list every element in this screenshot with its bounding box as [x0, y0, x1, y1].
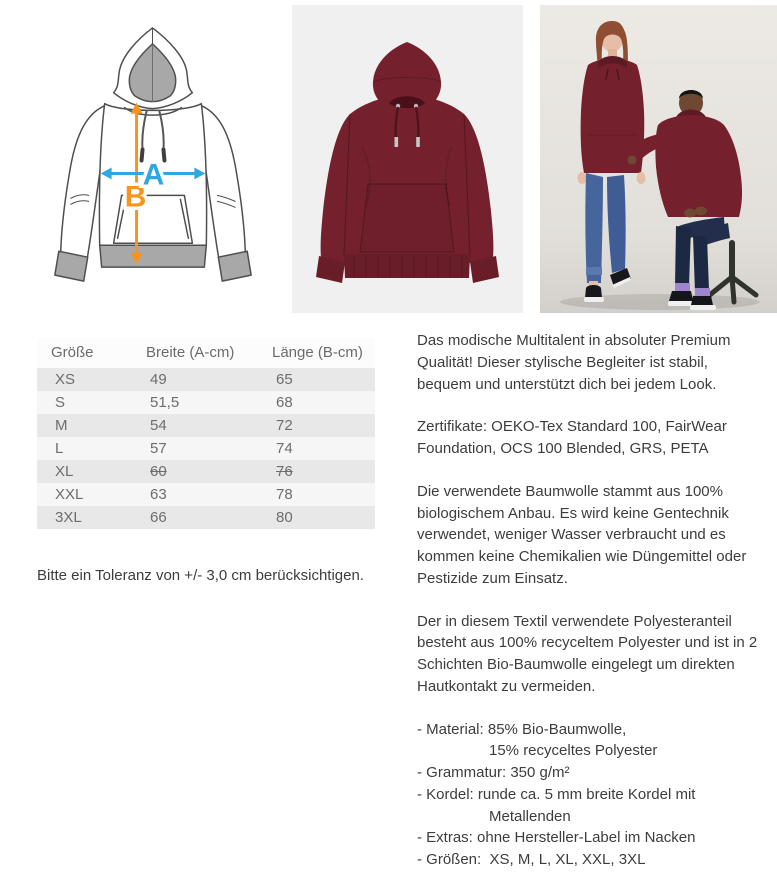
description-paragraph: Die verwendete Baumwolle stammt aus 100% biologischem Anbau. Es wird keine Gentechnik verwendet, weniger Wasser verbraucht und es kommen keine Chemikalien wie Düngemittel oder Pestizide zum Einsatz. — [417, 482, 747, 587]
description-paragraph: Zertifikate: OEKO-Tex Standard 100, FairWear Foundation, OCS 100 Blended, GRS, PETA — [417, 418, 727, 457]
cell-size: 3XL — [55, 509, 82, 526]
cell-laenge: 65 — [276, 371, 293, 388]
models-illustration — [540, 5, 777, 313]
measure-a-label: A — [142, 158, 165, 192]
burgundy-hoodie-illustration — [292, 5, 523, 313]
cell-breite: 54 — [150, 417, 167, 434]
spec-line: - Kordel: runde ca. 5 mm breite Kordel mit — [417, 785, 696, 803]
cell-size: XXL — [55, 486, 84, 503]
size-table-body — [37, 368, 375, 529]
product-description — [417, 330, 765, 871]
burgundy-hoodie-product-photo — [292, 5, 523, 313]
models-wearing-hoodies-photo — [540, 5, 777, 313]
cell-breite: 66 — [150, 509, 167, 526]
table-row — [37, 460, 375, 483]
cell-size: XS — [55, 371, 76, 388]
cuff-right — [218, 251, 251, 281]
hem-band — [100, 245, 207, 267]
table-row — [37, 368, 375, 391]
cell-breite: 49 — [150, 371, 167, 388]
description-paragraph: Der in diesem Textil verwendete Polyesteranteil besteht aus 100% recyceltem Polyester und ist in 2 Schichten Bio-Baumwolle eingelegt um direkten Hautkontakt zu vermeiden. — [417, 612, 758, 695]
description-paragraph: Das modische Multitalent in absoluter Premium Qualität! Dieser stylische Begleiter ist stabil, bequem und unterstützt dich bei jedem Look. — [417, 332, 731, 393]
spec-line: Metallenden — [489, 807, 571, 825]
measure-b-label: B — [124, 180, 147, 214]
cell-laenge: 78 — [276, 486, 293, 503]
size-measurement-diagram-image — [20, 6, 286, 310]
spec-list — [417, 719, 765, 871]
cell-size: M — [55, 417, 68, 434]
cuff-left — [55, 251, 88, 281]
cell-size: XL — [55, 463, 74, 480]
spec-line: - Extras: ohne Hersteller-Label im Nacken — [417, 829, 696, 847]
description-paragraphs — [417, 330, 765, 698]
cell-size: L — [55, 440, 64, 457]
table-row — [37, 391, 375, 414]
table-row — [37, 414, 375, 437]
table-header-row — [37, 338, 375, 368]
sleeve-left — [61, 106, 105, 261]
tolerance-note: Bitte ein Toleranz von +/- 3,0 cm berücksichtigen. — [37, 567, 364, 584]
table-row — [37, 437, 375, 460]
spec-line: - Grammatur: 350 g/m² — [417, 764, 570, 781]
size-table — [37, 338, 375, 529]
column-header-width: Breite (A-cm) — [132, 338, 258, 368]
column-header-size: Größe — [37, 338, 132, 368]
cell-laenge: 76 — [276, 463, 293, 480]
spec-line: - Größen: XS, M, L, XL, XXL, 3XL — [417, 851, 646, 868]
spec-line: - Material: 85% Bio-Baumwolle, — [417, 720, 627, 738]
cell-laenge: 80 — [276, 509, 293, 526]
spec-line: 15% recyceltes Polyester — [489, 742, 658, 760]
cell-breite: 60 — [150, 463, 167, 480]
cell-breite: 63 — [150, 486, 167, 503]
table-row — [37, 483, 375, 506]
cell-breite: 57 — [150, 440, 167, 457]
hoodie-line-drawing — [20, 6, 286, 310]
cell-laenge: 74 — [276, 440, 293, 457]
sleeve-right — [201, 106, 245, 261]
column-header-length: Länge (B-cm) — [258, 338, 375, 368]
cell-laenge: 72 — [276, 417, 293, 434]
table-row — [37, 506, 375, 529]
cell-laenge: 68 — [276, 394, 293, 411]
cell-size: S — [55, 394, 66, 411]
size-table-section — [37, 338, 375, 584]
cell-breite: 51,5 — [150, 394, 180, 411]
